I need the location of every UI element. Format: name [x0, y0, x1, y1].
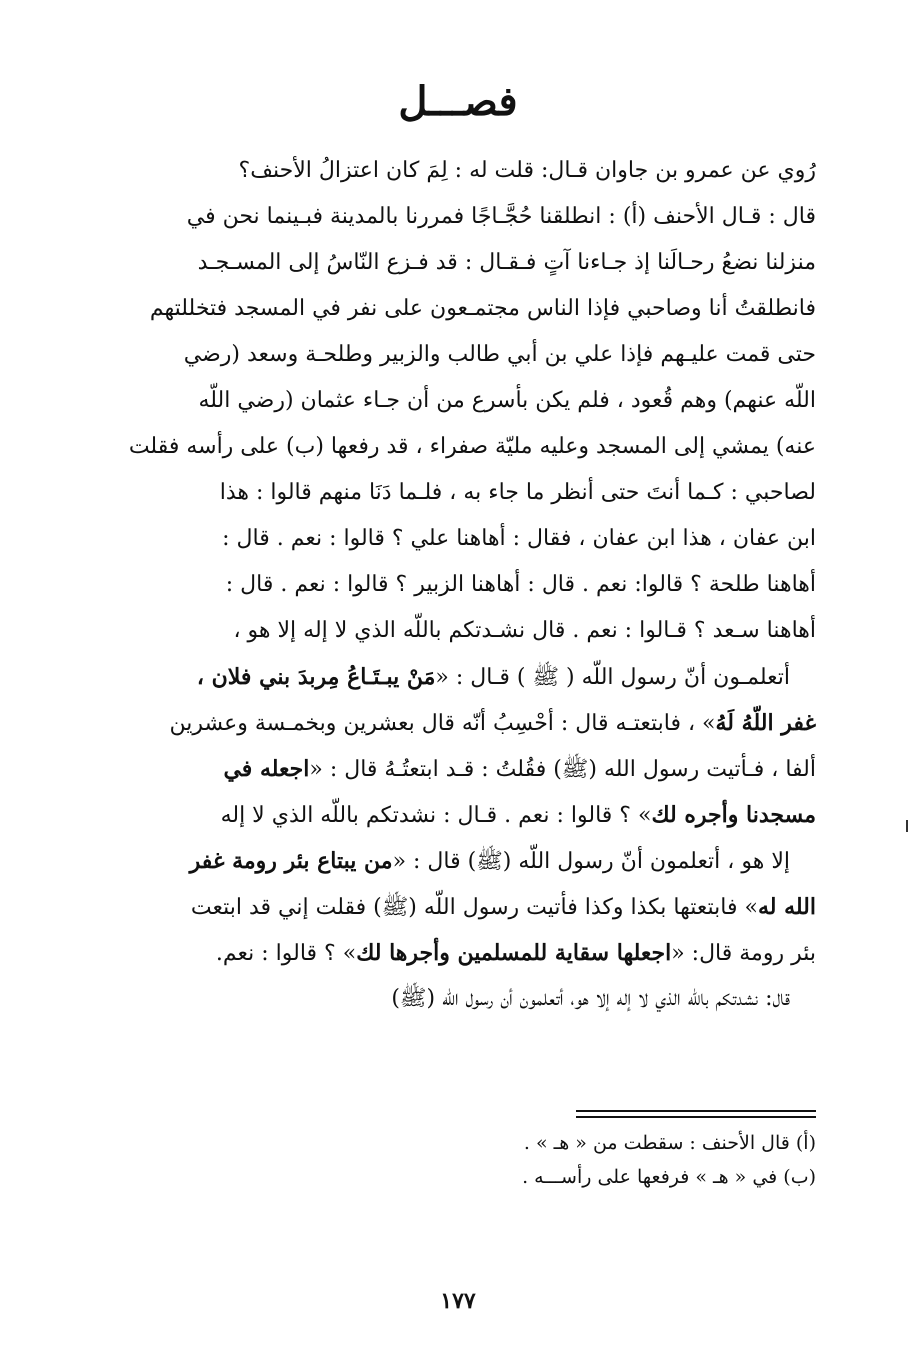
text-line	[100, 516, 816, 562]
text-segment: لصاحبي : كـما أنتَ حتى أنظر ما جاء به ، فلـما دَنَا منهم قالوا : هذا	[219, 480, 816, 505]
text-segment: أتعلمـون أنّ رسول اللّه ( ﷺ ) قـال : «	[435, 665, 790, 690]
text-line	[100, 562, 816, 608]
text-line	[100, 424, 816, 470]
footnotes	[100, 1126, 816, 1194]
text-segment: » ، فابتعتـه قال : أحْسِبُ أنّه قال بعشرين وبخمـسة وعشرين	[169, 711, 716, 736]
text-line	[100, 608, 816, 654]
text-segment: أهاهنا طلحة ؟ قالوا: نعم . قال : أهاهنا الزبير ؟ قالوا : نعم . قال :	[225, 572, 816, 597]
hadith-quote: اجعله في	[223, 756, 310, 782]
text-segment: حتى قمت عليـهم فإذا علي بن أبي طالب والزبير وطلحـة وسعد (رضي	[183, 342, 816, 367]
text-segment: إلا هو ، أتعلمون أنّ رسول اللّه (ﷺ) قال : «	[392, 849, 790, 874]
text-segment: منزلنا نضعُ رحـالَنا إذ جـاءنا آتٍ فـقـال : قد فـزع النّاسُ إلى المسـجـد	[197, 250, 816, 275]
text-segment: أهاهنا سـعد ؟ قـالوا : نعم . قال نشـدتكم باللّه الذي لا إله إلا هو ،	[233, 618, 816, 643]
text-segment: ألفا ، فـأتيت رسول الله (ﷺ) فقُلتُ : قـد ابتعتُـهُ قال : «	[309, 757, 816, 782]
text-line	[100, 884, 816, 930]
footnote-separator	[576, 1110, 816, 1112]
text-line	[100, 378, 816, 424]
footnote-b: (ب) في « هـ » فرفعها على رأســـه .	[522, 1166, 816, 1188]
text-line	[100, 700, 816, 746]
text-segment: عنه) يمشي إلى المسجد وعليه مليّة صفراء ، قد رفعها (ب) على رأسه فقلت	[128, 434, 816, 459]
text-line	[100, 286, 816, 332]
footnote-a: (أ) قال الأحنف : سقطت من « هـ » .	[523, 1132, 816, 1154]
hadith-quote: الله له	[757, 894, 816, 920]
hadith-quote: من يبتاع بئر رومة غفر	[189, 848, 393, 874]
text-line	[100, 654, 816, 700]
text-line	[100, 240, 816, 286]
text-line	[100, 332, 816, 378]
text-segment: فانطلقتُ أنا وصاحبي فإذا الناس مجتمـعون على نفر في المسجد فتخللتهم	[149, 296, 816, 321]
text-line	[100, 194, 816, 240]
text-segment: قال: نشدتكم باللّه الذي لا إله إلا هو، أتعلمون أن رسول اللّه (ﷺ)	[391, 986, 790, 1011]
text-line	[100, 976, 816, 1022]
text-segment: » ؟ قالوا : نعم . قـال : نشدتكم باللّه الذي لا إله	[220, 803, 652, 828]
text-segment: قال : قـال الأحنف (أ) : انطلقنا حُجَّـاجًا فمررنا بالمدينة فبـينما نحن في	[186, 204, 816, 229]
text-line	[100, 470, 816, 516]
footnote-separator-second	[576, 1116, 816, 1118]
text-line	[100, 746, 816, 792]
main-text	[100, 148, 816, 1022]
text-segment: » ؟ قالوا : نعم.	[215, 941, 357, 966]
text-segment: بئر رومة قال: «	[671, 941, 816, 966]
hadith-quote: مَنْ يبـتَـاعُ مِربدَ بني فلان ،	[196, 664, 436, 690]
text-line	[100, 148, 816, 194]
text-segment: اللّه عنهم) وهم قُعود ، فلم يكن بأسرع من أن جـاء عثمان (رضي اللّه	[198, 388, 816, 413]
text-line	[100, 792, 816, 838]
text-line	[100, 838, 816, 884]
scan-mark	[906, 820, 908, 832]
hadith-quote: اجعلها سقاية للمسلمين وأجرها لك	[356, 940, 672, 966]
hadith-quote: مسجدنا وأجره لك	[651, 802, 816, 828]
text-segment: » فابتعتها بكذا وكذا فأتيت رسول اللّه (ﷺ) فقلت إني قد ابتعت	[190, 895, 758, 920]
text-line	[100, 930, 816, 976]
hadith-quote: غفر اللّهُ لَهُ	[715, 710, 816, 736]
chapter-title: فصـــل	[398, 78, 518, 125]
text-segment: رُوي عن عمرو بن جاوان قـال: قلت له : لِمَ كان اعتزالُ الأحنف؟	[238, 158, 816, 183]
page-number: ١٧٧	[440, 1288, 476, 1314]
text-segment: ابن عفان ، هذا ابن عفان ، فقال : أهاهنا علي ؟ قالوا : نعم . قال :	[222, 526, 816, 551]
